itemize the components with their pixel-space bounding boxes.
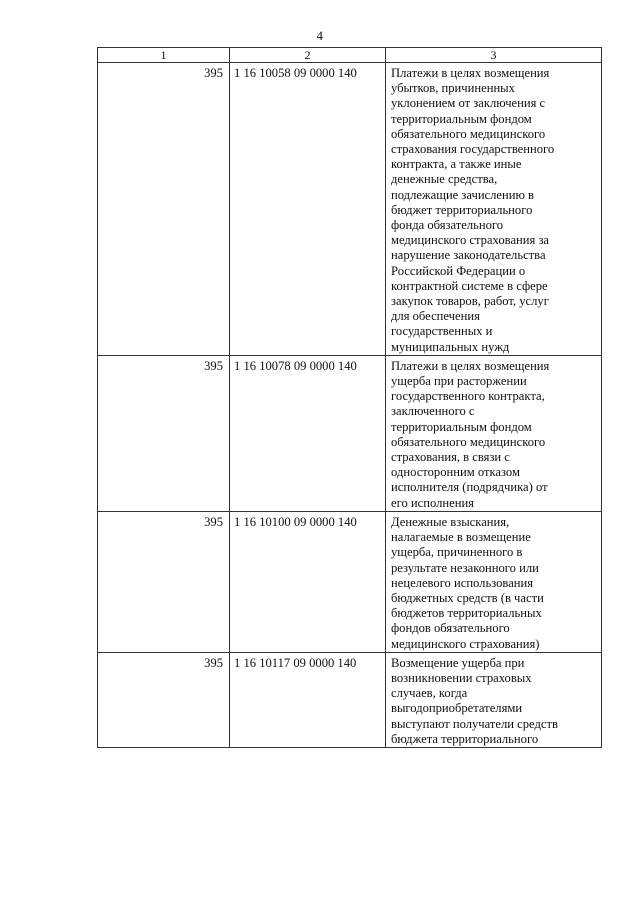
description-line: бюджета территориального (391, 731, 539, 746)
description-line: подлежащие зачислению в (391, 187, 535, 202)
description-line: медицинского страхования за (391, 233, 550, 248)
description-line: выгодоприобретателями (391, 701, 523, 716)
description-line: территориальным фондом (391, 111, 532, 126)
description-line: односторонним отказом (391, 465, 520, 480)
description-line: контракта, а также иные (391, 157, 522, 172)
table-row (98, 63, 602, 356)
description-line: возникновении страховых (391, 670, 532, 685)
description-cell (386, 63, 602, 356)
description-line: исполнителя (подрядчика) от (391, 480, 548, 495)
column-header-3: 3 (386, 48, 602, 63)
table-row (98, 355, 602, 511)
description-line: уклонением от заключения с (391, 96, 546, 111)
description-line: нарушение законодательства (391, 248, 546, 263)
admin-code-cell: 395 (98, 652, 230, 747)
description-line: ущерба при расторжении (391, 374, 527, 389)
description-line: его исполнения (391, 495, 474, 510)
admin-code-cell: 395 (98, 63, 230, 356)
description-line: результате незаконного или (391, 560, 539, 575)
admin-code-cell: 395 (98, 355, 230, 511)
description-line: случаев, когда (391, 686, 468, 701)
description-line: страхования государственного (391, 142, 555, 157)
description-line: Российской Федерации о (391, 263, 526, 278)
description-line: фондов обязательного (391, 621, 510, 636)
description-line: территориальным фондом (391, 419, 532, 434)
description-line: бюджетных средств (в части (391, 590, 544, 605)
description-line: Платежи в целях возмещения (391, 66, 550, 80)
description-cell (386, 511, 602, 652)
description-line: убытков, причиненных (391, 81, 515, 96)
description-line: бюджет территориального (391, 202, 533, 217)
table-row (98, 511, 602, 652)
description-line: контрактной системе в сфере (391, 278, 548, 293)
description-line: ущерба, причиненного в (391, 545, 523, 560)
kbk-code-cell: 1 16 10117 09 0000 140 (230, 652, 386, 747)
table-header-row (98, 48, 602, 63)
description-line: денежные средства, (391, 172, 498, 187)
kbk-code-cell: 1 16 10100 09 0000 140 (230, 511, 386, 652)
description-line: муниципальных нужд (391, 339, 510, 354)
description-line: для обеспечения (391, 309, 480, 324)
description-line: государственного контракта, (391, 389, 545, 404)
description-line: бюджетов территориальных (391, 606, 542, 621)
description-line: заключенного с (391, 404, 475, 419)
description-line: страхования, в связи с (391, 450, 510, 465)
budget-codes-table (97, 47, 602, 748)
kbk-code-cell: 1 16 10078 09 0000 140 (230, 355, 386, 511)
description-line: Возмещение ущерба при (391, 655, 525, 670)
description-line: нецелевого использования (391, 575, 534, 590)
description-line: медицинского страхования) (391, 636, 540, 651)
description-line: налагаемые в возмещение (391, 530, 531, 545)
admin-code-cell: 395 (98, 511, 230, 652)
description-line: обязательного медицинского (391, 126, 546, 141)
description-line: закупок товаров, работ, услуг (391, 294, 549, 309)
kbk-code-cell: 1 16 10058 09 0000 140 (230, 63, 386, 356)
column-header-2: 2 (230, 48, 386, 63)
description-cell (386, 652, 602, 747)
description-line: обязательного медицинского (391, 434, 546, 449)
table-row (98, 652, 602, 747)
description-line: Платежи в целях возмещения (391, 358, 550, 373)
description-line: Денежные взыскания, (391, 514, 510, 529)
description-cell (386, 355, 602, 511)
page-number: 4 (316, 28, 324, 43)
column-header-1: 1 (98, 48, 230, 63)
description-line: фонда обязательного (391, 218, 504, 233)
description-line: государственных и (391, 324, 493, 339)
description-line: выступают получатели средств (391, 716, 558, 731)
